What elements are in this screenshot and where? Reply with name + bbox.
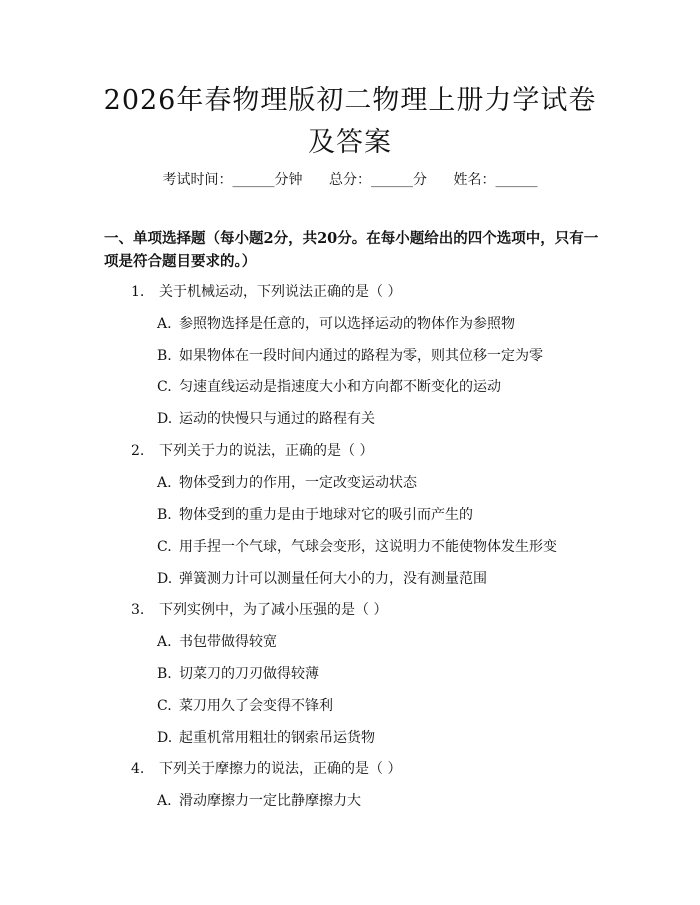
- question-number: 4.: [131, 761, 145, 777]
- exam-info: [0, 170, 700, 190]
- option-letter: D.: [157, 411, 173, 427]
- option-1d: [157, 409, 375, 429]
- option-2d: [157, 569, 487, 589]
- option-2b: [157, 505, 473, 525]
- question-2: [131, 441, 373, 461]
- option-letter: C.: [157, 698, 172, 714]
- option-letter: C.: [157, 379, 172, 395]
- option-text: 起重机常用粗壮的钢索吊运货物: [179, 730, 375, 746]
- student-name-field: 姓名：______: [453, 172, 538, 188]
- option-1b: [157, 346, 543, 366]
- option-4a: [157, 791, 361, 811]
- question-1: [131, 282, 401, 302]
- option-3d: [157, 728, 375, 748]
- option-letter: A.: [157, 475, 172, 491]
- option-text: 物体受到的重力是由于地球对它的吸引而产生的: [179, 507, 473, 523]
- total-score-field: 总分：______分: [329, 172, 427, 188]
- option-text: 参照物选择是任意的，可以选择运动的物体作为参照物: [179, 316, 515, 332]
- question-number: 2.: [131, 443, 145, 459]
- option-text: 书包带做得较宽: [179, 634, 277, 650]
- option-text: 用手捏一个气球，气球会变形，这说明力不能使物体发生形变: [179, 539, 557, 555]
- option-1a: [157, 314, 515, 334]
- option-letter: B.: [157, 348, 172, 364]
- question-text: 关于机械运动，下列说法正确的是（ ）: [159, 284, 402, 300]
- question-text: 下列关于摩擦力的说法，正确的是（ ）: [159, 761, 402, 777]
- option-letter: A.: [157, 793, 172, 809]
- question-4: [131, 759, 401, 779]
- option-letter: D.: [157, 571, 173, 587]
- question-text: 下列实例中，为了减小压强的是（ ）: [159, 602, 388, 618]
- exam-time-field: 考试时间：______分钟: [162, 172, 303, 188]
- option-2c: [157, 537, 557, 557]
- option-3a: [157, 632, 277, 652]
- question-number: 3.: [131, 602, 145, 618]
- option-letter: C.: [157, 539, 172, 555]
- option-1c: [157, 377, 501, 397]
- option-text: 匀速直线运动是指速度大小和方向都不断变化的运动: [179, 379, 501, 395]
- option-letter: B.: [157, 507, 172, 523]
- question-3: [131, 600, 387, 620]
- option-letter: B.: [157, 666, 172, 682]
- option-3b: [157, 664, 319, 684]
- question-number: 1.: [131, 284, 145, 300]
- section-heading: 一、单项选择题（每小题2分，共20分。在每小题给出的四个选项中，只有一项是符合题目要求的。）: [104, 230, 599, 270]
- option-letter: D.: [157, 730, 173, 746]
- option-letter: A.: [157, 316, 172, 332]
- option-3c: [157, 696, 333, 716]
- option-text: 运动的快慢只与通过的路程有关: [179, 411, 375, 427]
- option-text: 滑动摩擦力一定比静摩擦力大: [179, 793, 361, 809]
- option-letter: A.: [157, 634, 172, 650]
- option-text: 切菜刀的刀刃做得较薄: [179, 666, 319, 682]
- page-title: 2026年春物理版初二物理上册力学试卷及答案: [103, 85, 597, 158]
- option-text: 菜刀用久了会变得不锋利: [179, 698, 333, 714]
- option-2a: [157, 473, 417, 493]
- option-text: 如果物体在一段时间内通过的路程为零，则其位移一定为零: [179, 348, 543, 364]
- option-text: 物体受到力的作用，一定改变运动状态: [179, 475, 417, 491]
- option-text: 弹簧测力计可以测量任何大小的力，没有测量范围: [179, 571, 487, 587]
- question-text: 下列关于力的说法，正确的是（ ）: [159, 443, 374, 459]
